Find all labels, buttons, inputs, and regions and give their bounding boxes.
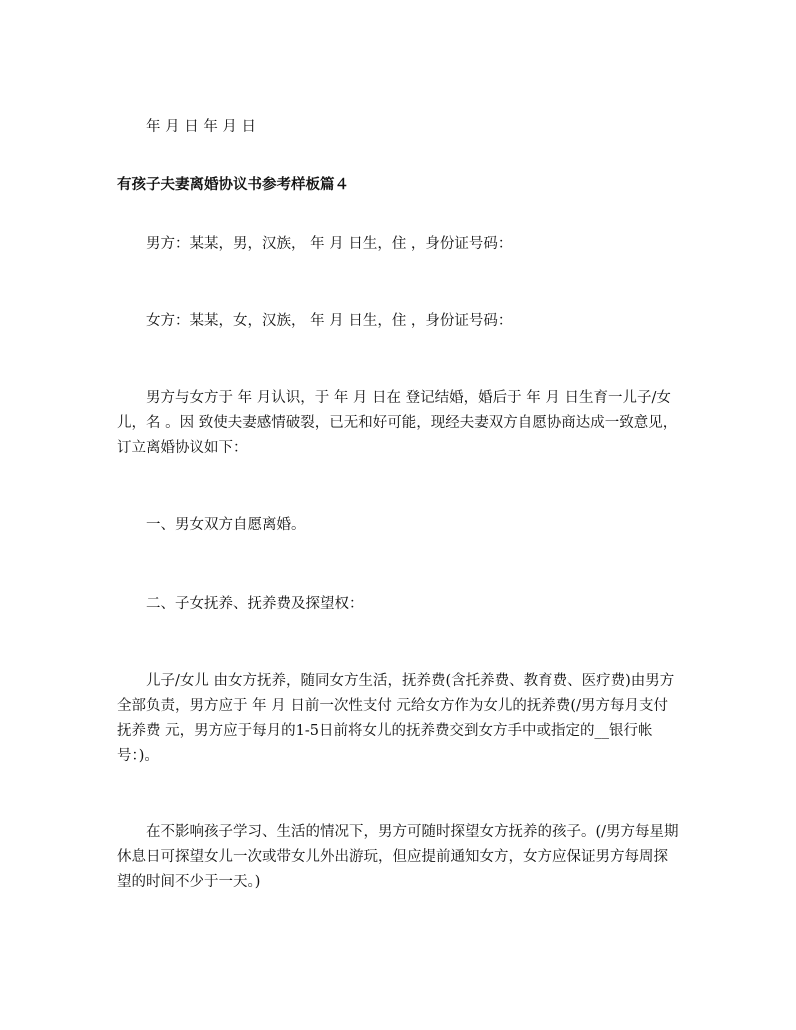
female-party-info: 女方：某某，女，汉族， 年 月 日生，住 ，身份证号码： — [146, 313, 513, 329]
male-party-info: 男方：某某，男，汉族， 年 月 日生，住 ，身份证号码： — [146, 236, 513, 252]
visitation-paragraph: 在不影响孩子学习、生活的情况下，男方可随时探望女方抚养的孩子。(/男方每星期休息日可探望女儿一次或带女儿外出游玩，但应提前通知女方，女方应保证男方每周探望的时间不少于一天。) — [117, 824, 679, 890]
clause-1: 一、男女双方自愿离婚。 — [146, 517, 306, 533]
background-paragraph: 男方与女方于 年 月认识，于 年 月 日在 登记结婚，婚后于 年 月 日生育一儿子/女儿，名 。因 致使夫妻感情破裂，已无和好可能，现经夫妻双方自愿协商达成一致意见，订立离婚协议如下： — [117, 390, 678, 456]
custody-paragraph: 儿子/女儿 由女方抚养，随同女方生活，抚养费(含托养费、教育费、医疗费)由男方全部负责，男方应于 年 月 日前一次性支付 元给女方作为女儿的抚养费(/男方每月支付抚养费 元，男方应于每月的1-5日前将女儿的抚养费交到女方手中或指定的__银行帐号：)。 — [117, 673, 675, 764]
clause-2: 二、子女抚养、抚养费及探望权： — [146, 596, 364, 612]
section-heading: 有孩子夫妻离婚协议书参考样板篇４ — [117, 176, 349, 193]
date-line: 年 月 日 年 月 日 — [146, 119, 257, 135]
